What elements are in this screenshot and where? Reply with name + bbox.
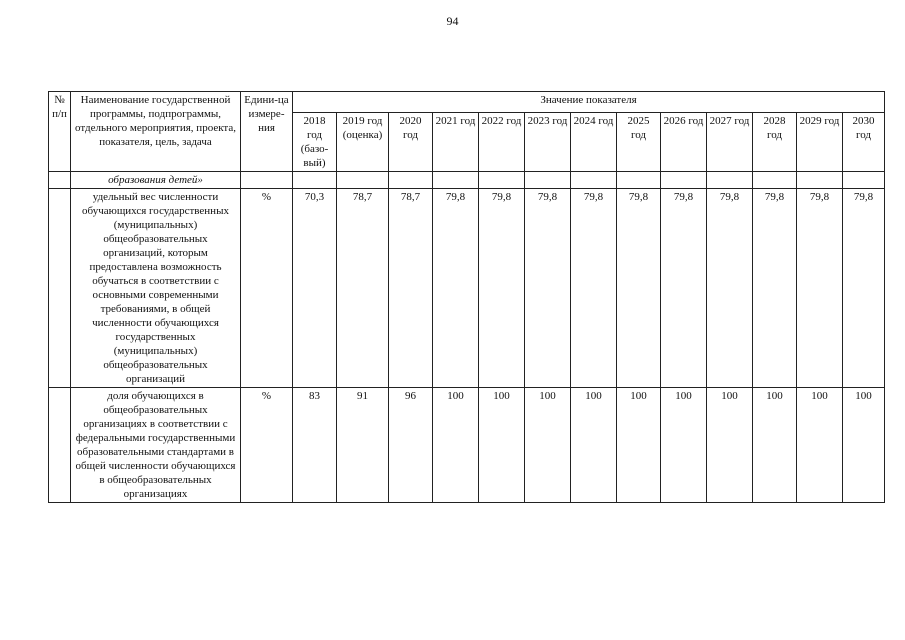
row-num: [49, 189, 71, 388]
row-num: [49, 172, 71, 189]
header-year: 2030 год: [843, 113, 885, 172]
indicator-name: удельный вес численности обучающихся государственных (муниципальных) общеобразовательных организаций, которым предоставлена возможность обучаться в соответствии с основными современными требованиями, в общей численности обучающихся государственных (муниципальных) общеобразовательных организаций: [71, 189, 241, 388]
empty-cell: [241, 172, 293, 189]
indicator-value: 83: [293, 388, 337, 503]
empty-cell: [433, 172, 479, 189]
continuation-row: [49, 172, 885, 189]
header-year: 2024 год: [571, 113, 617, 172]
empty-cell: [479, 172, 525, 189]
indicators-table: [48, 91, 885, 503]
header-num: № п/п: [49, 92, 71, 172]
header-year: 2023 год: [525, 113, 571, 172]
indicator-unit: %: [241, 189, 293, 388]
indicator-value: 70,3: [293, 189, 337, 388]
empty-cell: [617, 172, 661, 189]
indicator-value: 79,8: [661, 189, 707, 388]
empty-cell: [293, 172, 337, 189]
empty-cell: [843, 172, 885, 189]
header-year: 2020 год: [389, 113, 433, 172]
indicator-value: 100: [843, 388, 885, 503]
indicator-value: 100: [617, 388, 661, 503]
indicator-value: 100: [571, 388, 617, 503]
indicator-value: 79,8: [525, 189, 571, 388]
indicator-name: доля обучающихся в общеобразовательных организациях в соответствии с федеральными государственными образовательными стандартами в общей численности обучающихся в общеобразовательных организациях: [71, 388, 241, 503]
indicator-value: 91: [337, 388, 389, 503]
header-year: 2022 год: [479, 113, 525, 172]
empty-cell: [571, 172, 617, 189]
indicator-value: 96: [389, 388, 433, 503]
table-row: [49, 189, 885, 388]
header-year: 2028 год: [753, 113, 797, 172]
header-row-group: [49, 92, 885, 113]
empty-cell: [661, 172, 707, 189]
row-num: [49, 388, 71, 503]
indicator-value: 79,8: [707, 189, 753, 388]
indicator-value: 79,8: [753, 189, 797, 388]
empty-cell: [389, 172, 433, 189]
indicator-value: 100: [797, 388, 843, 503]
header-year: 2027 год: [707, 113, 753, 172]
indicator-value: 79,8: [797, 189, 843, 388]
indicator-value: 100: [661, 388, 707, 503]
header-year: 2026 год: [661, 113, 707, 172]
empty-cell: [797, 172, 843, 189]
indicator-unit: %: [241, 388, 293, 503]
header-year: 2018 год (базо-вый): [293, 113, 337, 172]
header-name: Наименование государственной программы, подпрограммы, отдельного мероприятия, проекта, показателя, цель, задача: [71, 92, 241, 172]
indicator-value: 78,7: [337, 189, 389, 388]
empty-cell: [707, 172, 753, 189]
header-unit: Едини-ца измере-ния: [241, 92, 293, 172]
indicator-value: 100: [479, 388, 525, 503]
indicator-value: 79,8: [617, 189, 661, 388]
indicator-value: 79,8: [571, 189, 617, 388]
indicator-value: 79,8: [433, 189, 479, 388]
indicator-value: 100: [525, 388, 571, 503]
indicator-value: 79,8: [843, 189, 885, 388]
indicator-value: 100: [753, 388, 797, 503]
header-year: 2025 год: [617, 113, 661, 172]
page-number: 94: [446, 14, 459, 28]
empty-cell: [337, 172, 389, 189]
indicator-value: 100: [707, 388, 753, 503]
indicator-value: 100: [433, 388, 479, 503]
indicator-value: 78,7: [389, 189, 433, 388]
header-year: 2019 год (оценка): [337, 113, 389, 172]
table-row: [49, 388, 885, 503]
continuation-text: образования детей»: [71, 172, 241, 189]
indicator-value: 79,8: [479, 189, 525, 388]
header-values-group: Значение показателя: [293, 92, 885, 113]
header-year: 2021 год: [433, 113, 479, 172]
empty-cell: [753, 172, 797, 189]
header-year: 2029 год: [797, 113, 843, 172]
empty-cell: [525, 172, 571, 189]
